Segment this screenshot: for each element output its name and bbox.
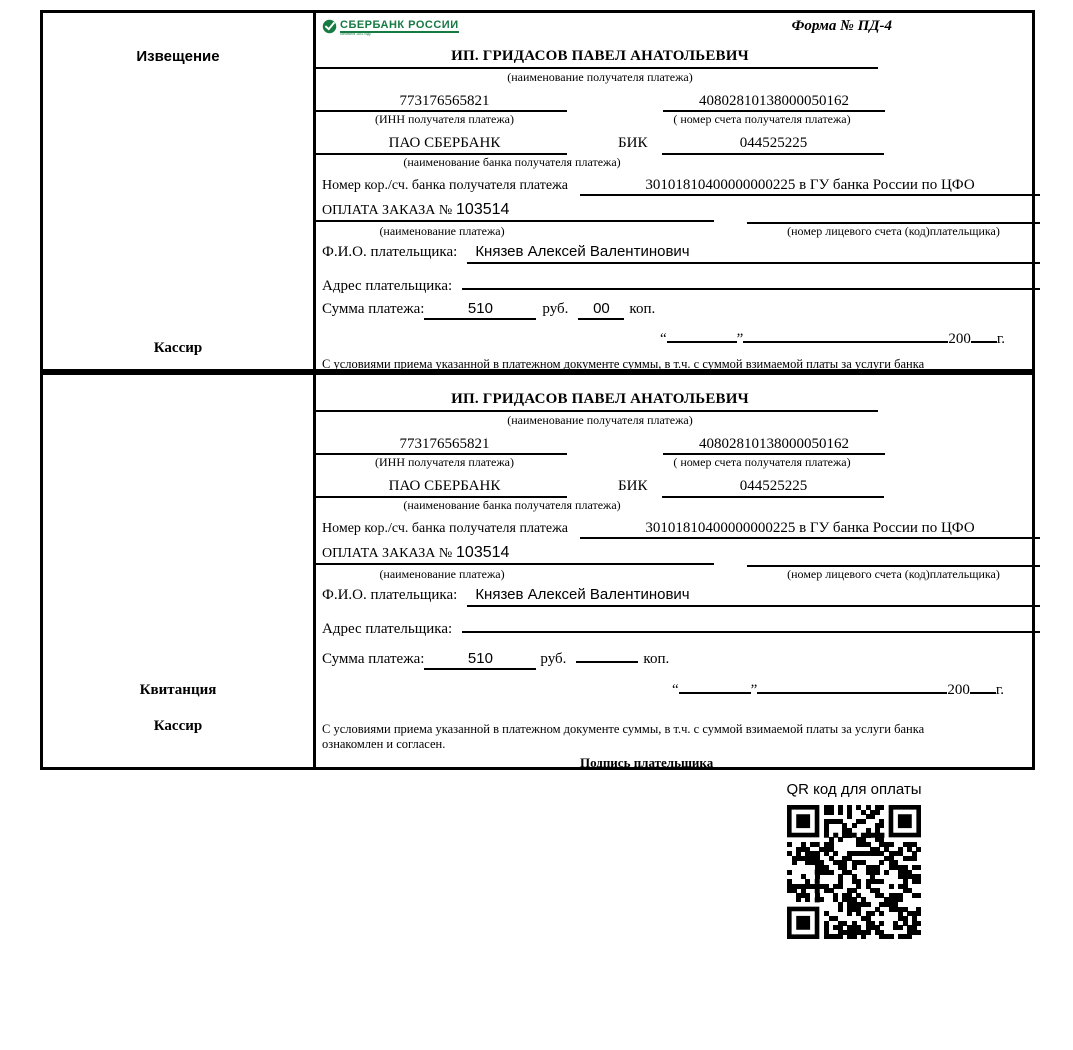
kop-label: коп.	[629, 300, 656, 317]
inn-value: 773176565821	[316, 435, 567, 456]
date-line	[660, 325, 1040, 349]
order-number: 103514	[456, 201, 510, 219]
notice-main-column	[316, 13, 1048, 372]
bik-value: 044525225	[662, 477, 884, 498]
amount-kop-value: 00	[578, 300, 624, 321]
date-year-suffix: г.	[996, 331, 1006, 348]
sberbank-logo-text: СБЕРБАНК РОССИИ	[340, 19, 459, 33]
inn-caption: (ИНН получателя платежа)	[375, 112, 514, 127]
date-day-blank	[679, 676, 751, 694]
bik-label: БИК	[618, 135, 648, 152]
bank-caption: (наименование банка получателя платежа)	[403, 497, 621, 512]
payer-address-value	[462, 270, 1040, 290]
notice-side-column	[43, 13, 316, 369]
payment-purpose	[316, 200, 714, 222]
receipt-label: Квитанция	[139, 682, 217, 698]
receipt-main-column	[316, 375, 1048, 771]
corr-account-value: 30101810400000000225 в ГУ банка России по ЦФО	[580, 519, 1040, 540]
qr-label: QR код для оплаты	[786, 781, 922, 798]
purpose-caption: (наименование платежа)	[379, 224, 505, 239]
amount-label: Сумма платежа:	[322, 300, 425, 317]
corr-account-label: Номер кор./сч. банка получателя платежа	[322, 177, 568, 193]
amount-kop-value	[576, 643, 638, 663]
personal-account-caption: (номер лицевого счета (код)плательщика)	[747, 222, 1040, 239]
date-open-quote: “	[660, 331, 667, 348]
amount-label: Сумма платежа:	[322, 650, 425, 667]
payee-name: ИП. ГРИДАСОВ ПАВЕЛ АНАТОЛЬЕВИЧ	[316, 47, 878, 69]
payer-name-value: Князев Алексей Валентинович	[467, 243, 1040, 264]
kop-label: коп.	[643, 650, 670, 667]
personal-account-caption: (номер лицевого счета (код)плательщика)	[747, 565, 1040, 582]
amount-rub-value: 510	[424, 650, 536, 671]
bank-caption: (наименование банка получателя платежа)	[403, 154, 621, 169]
sberbank-logo-subtext: основан в 1841 году	[340, 33, 371, 37]
date-year-blank	[971, 325, 997, 343]
bik-value: 044525225	[662, 134, 884, 155]
payment-purpose	[316, 543, 714, 565]
date-year-prefix: 200	[948, 331, 971, 348]
payee-name: ИП. ГРИДАСОВ ПАВЕЛ АНАТОЛЬЕВИЧ	[316, 390, 878, 412]
payer-signature-label: Подпись плательщика	[580, 755, 714, 771]
bank-name: ПАО СБЕРБАНК	[316, 477, 567, 498]
bank-name: ПАО СБЕРБАНК	[316, 134, 567, 155]
date-open-quote: “	[672, 682, 679, 699]
account-value: 40802810138000050162	[663, 435, 885, 456]
date-close-quote: ”	[736, 331, 744, 348]
date-year-blank	[970, 676, 996, 694]
agreement-text-line2: ознакомлен и согласен.	[322, 737, 446, 752]
notice-section	[40, 10, 1035, 372]
form-number: Форма № ПД-4	[791, 18, 892, 34]
date-year-prefix: 200	[947, 682, 970, 699]
date-year-suffix: г.	[995, 682, 1005, 699]
date-close-quote: ”	[750, 682, 758, 699]
rub-label: руб.	[542, 300, 569, 317]
sberbank-logo	[322, 17, 459, 39]
amount-rub-value: 510	[424, 300, 536, 321]
receipt-side-column	[43, 375, 316, 767]
date-month-blank	[743, 325, 948, 343]
cashier-label: Кассир	[153, 340, 203, 356]
payee-caption: (наименование получателя платежа)	[507, 69, 693, 84]
purpose-label: ОПЛАТА ЗАКАЗА №	[322, 203, 453, 219]
bik-label: БИК	[618, 478, 648, 495]
account-caption: ( номер счета получателя платежа)	[673, 455, 851, 470]
payer-name-label: Ф.И.О. плательщика:	[322, 587, 458, 604]
payer-name-label: Ф.И.О. плательщика:	[322, 244, 458, 261]
corr-account-label: Номер кор./сч. банка получателя платежа	[322, 520, 568, 536]
payment-qr-code	[787, 805, 921, 939]
corr-account-value: 30101810400000000225 в ГУ банка России по ЦФО	[580, 176, 1040, 197]
account-caption: ( номер счета получателя платежа)	[673, 112, 851, 127]
date-day-blank	[667, 325, 737, 343]
payer-name-value: Князев Алексей Валентинович	[467, 586, 1040, 607]
order-number: 103514	[456, 544, 510, 562]
notice-label: Извещение	[136, 48, 220, 65]
receipt-section	[40, 372, 1035, 770]
agreement-text-line1: С условиями приема указанной в платежном документе суммы, в т.ч. с суммой взимаемой платы за услуги банка	[322, 722, 925, 737]
purpose-label: ОПЛАТА ЗАКАЗА №	[322, 546, 453, 562]
payer-address-value	[462, 613, 1040, 633]
agreement-text-line1: С условиями приема указанной в платежном документе суммы, в т.ч. с суммой взимаемой платы за услуги банка	[322, 357, 925, 372]
payee-caption: (наименование получателя платежа)	[507, 412, 693, 427]
inn-caption: (ИНН получателя платежа)	[375, 455, 514, 470]
account-value: 40802810138000050162	[663, 92, 885, 113]
inn-value: 773176565821	[316, 92, 567, 113]
sberbank-circle-icon	[322, 19, 337, 34]
purpose-caption: (наименование платежа)	[379, 567, 505, 582]
date-line	[672, 676, 1040, 700]
qr-block	[787, 781, 921, 939]
cashier-label: Кассир	[153, 718, 203, 734]
rub-label: руб.	[540, 650, 567, 667]
date-month-blank	[757, 676, 947, 694]
payer-address-label: Адрес плательщика:	[322, 620, 453, 637]
payer-address-label: Адрес плательщика:	[322, 277, 453, 294]
